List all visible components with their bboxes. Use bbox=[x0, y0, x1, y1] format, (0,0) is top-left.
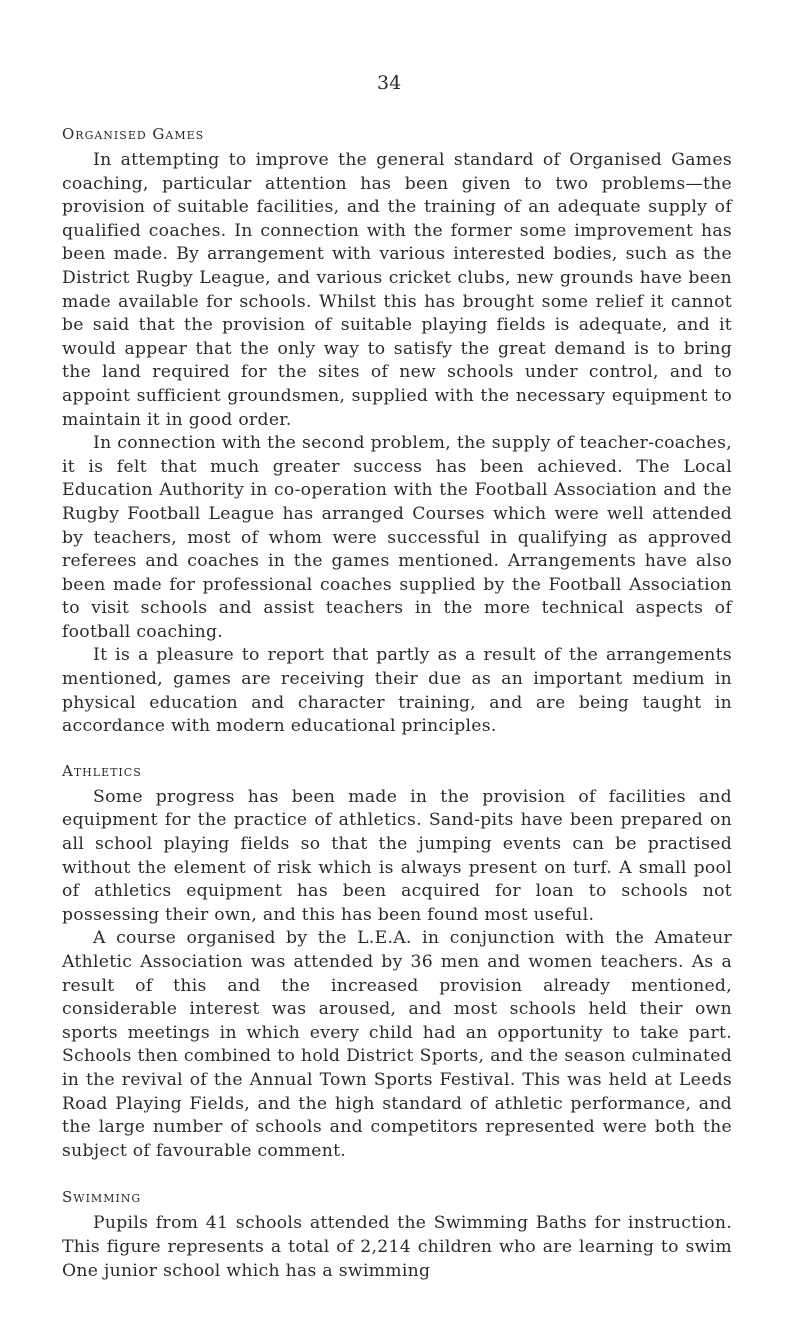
section-spacer bbox=[62, 1163, 732, 1187]
paragraph: In connection with the second problem, the supply of teacher-coaches, it is felt that much greater success has been achieved. The Local Education Authority in co-operation with the Football Association and the Rugby Football League has arranged Courses which were well attended by teachers, most of whom were successful in qualifying as approved referees and coaches in the games mentioned. Arrangements have also been made for professional coaches supplied by the Football Association to visit schools and assist teachers in the more technical aspects of football coaching. bbox=[62, 433, 732, 642]
paragraph: Pupils from 41 schools attended the Swimming Baths for instruction. This figure represents a total of 2,214 children who are learning to swim One junior school which has a swimming bbox=[62, 1213, 732, 1281]
paragraph: It is a pleasure to report that partly as a result of the arrangements mentioned, games are receiving their due as an important medium in physical education and character training, and are being taught in accordance with modern educational principles. bbox=[62, 645, 732, 737]
paragraph: A course organised by the L.E.A. in conjunction with the Amateur Athletic Association was attended by 36 men and women teachers. As a result of this and the increased provision already mentioned, considerable interest was aroused, and most schools held their own sports meetings in which every child had an opportunity to take part. Schools then combined to hold District Sports, and the season culminated in the revival of the Annual Town Sports Festival. This was held at Leeds Road Playing Fields, and the high standard of athletic performance, and the large number of schools and competitors represented were both the subject of favourable comment. bbox=[62, 928, 732, 1161]
section-athletics bbox=[62, 761, 732, 1164]
section-swimming bbox=[62, 1187, 732, 1283]
section-heading-swimming: Swimming bbox=[62, 1188, 142, 1207]
paragraph: In attempting to improve the general standard of Organised Games coaching, particular attention has been given to two problems—the provision of suitable facilities, and the training of an adequate supply of qualified coaches. In connection with the former some improvement has been made. By arrangement with various interested bodies, such as the District Rugby League, and various cricket clubs, new grounds have been made available for schools. Whilst this has brought some relief it cannot be said that the provision of suitable playing fields is adequate, and it would appear that the only way to satisfy the great demand is to bring the land required for the sites of new schools under control, and to appoint sufficient groundsmen, supplied with the necessary equipment to maintain it in good order. bbox=[62, 150, 732, 430]
section-heading-athletics: Athletics bbox=[62, 761, 142, 780]
section-spacer bbox=[62, 739, 732, 761]
paragraph: Some progress has been made in the provision of facilities and equipment for the practice of athletics. Sand-pits have been prepared on all school playing fields so that the jumping events can be practised without the element of risk which is always present on turf. A small pool of athletics equipment has been acquired for loan to schools not possessing their own, and this has been found most useful. bbox=[62, 786, 732, 925]
page-number: 34 bbox=[377, 72, 402, 94]
section-organised-games bbox=[62, 124, 732, 739]
page-content bbox=[62, 124, 732, 1283]
section-heading-organised-games: Organised Games bbox=[62, 125, 205, 143]
